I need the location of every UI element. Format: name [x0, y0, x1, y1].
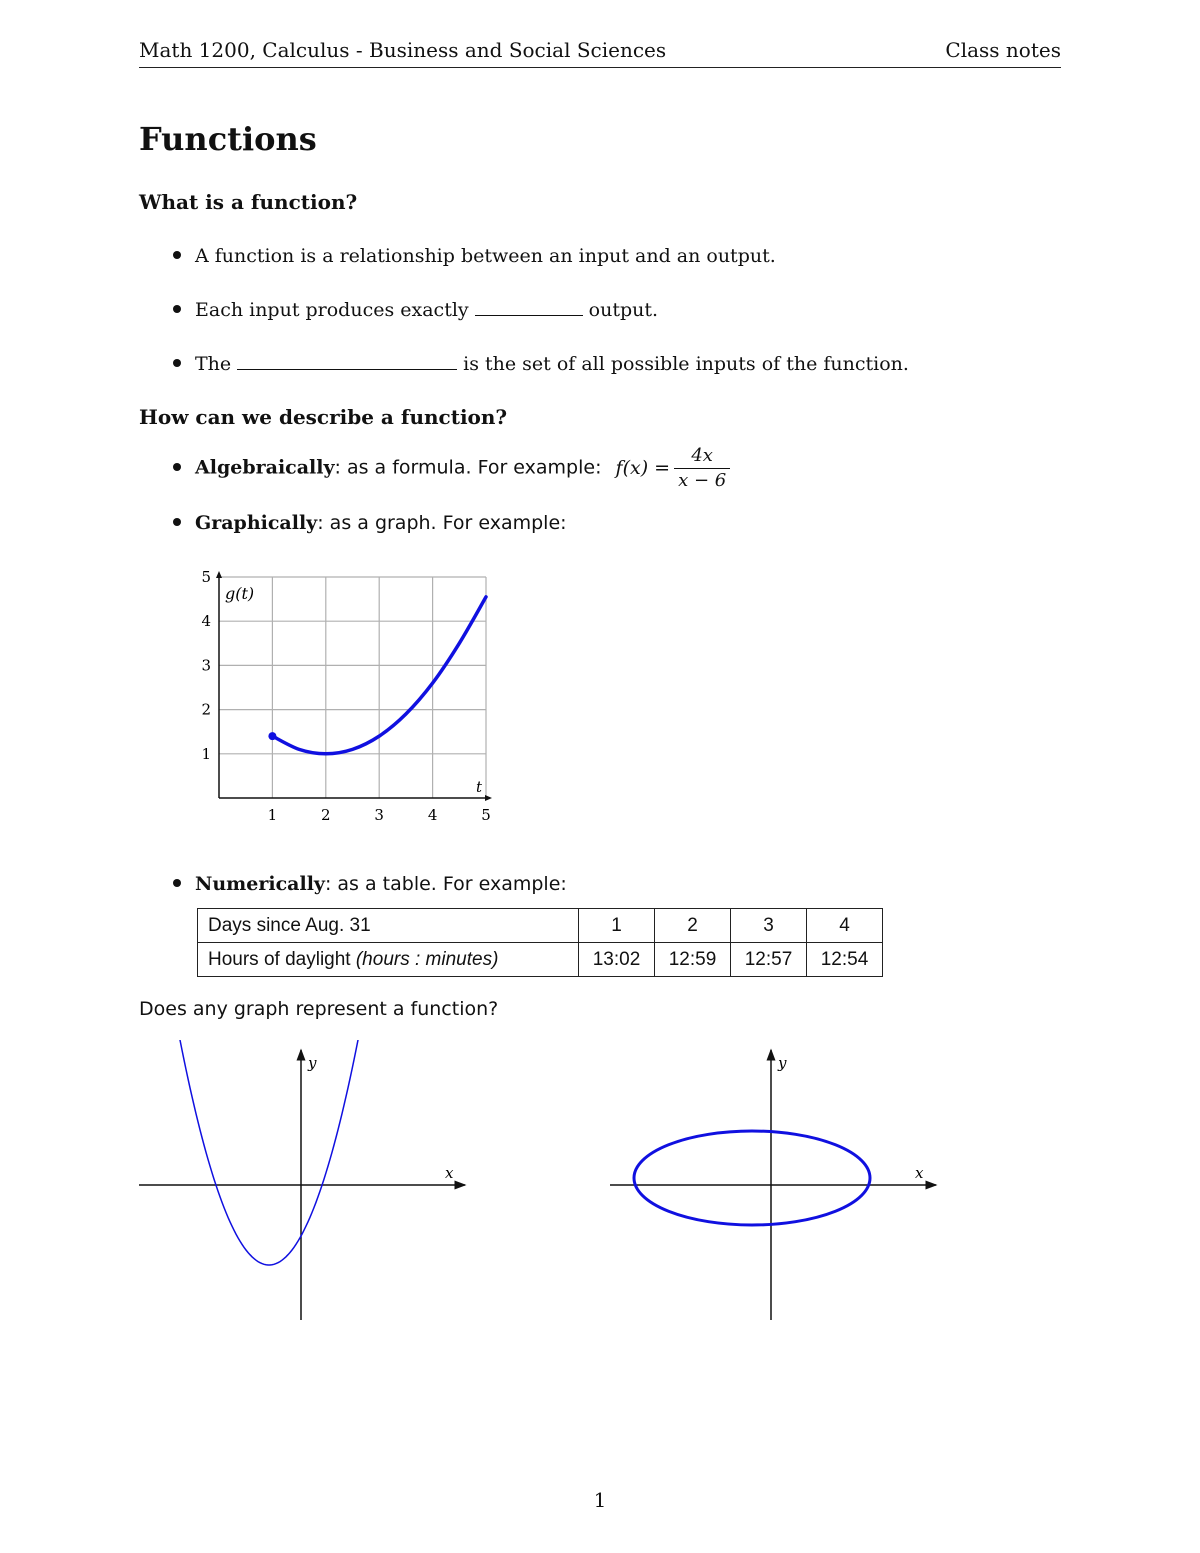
- g-of-t-start-point: [268, 732, 276, 740]
- y-tick-label: 1: [201, 744, 211, 763]
- ellipse-graph: [610, 1050, 936, 1320]
- graphically-label: Graphically: [195, 512, 318, 534]
- parabola-graph: [139, 1040, 465, 1320]
- daylight-table: [197, 908, 883, 977]
- table-cell: 2: [655, 909, 731, 943]
- x-tick-label: 5: [481, 806, 491, 824]
- table-cell: 12:57: [731, 943, 807, 977]
- parabola-y-label: y: [308, 1054, 317, 1072]
- x-tick-label: 1: [267, 806, 278, 824]
- bullet-dot: [173, 879, 181, 887]
- bullet-domain-before: The: [195, 353, 232, 375]
- table-cell: 12:59: [655, 943, 731, 977]
- page-title: Functions: [139, 120, 317, 158]
- ellipse-y-label: y: [778, 1054, 787, 1072]
- table-row: [198, 909, 883, 943]
- bullet-numerically: [173, 873, 567, 895]
- section-heading-what: What is a function?: [139, 190, 358, 214]
- row-label-days: [198, 909, 579, 943]
- row-label-daylight-units: (hours : minutes): [355, 948, 499, 970]
- y-axis-label: g(t): [225, 584, 255, 603]
- row-label-days-text: Days since Aug. 31: [208, 914, 371, 936]
- comparison-graphs: [0, 1040, 1200, 1330]
- x-axis-arrow: [485, 795, 492, 801]
- row-label-daylight: [198, 943, 579, 977]
- bullet-each-input-after: output.: [588, 299, 659, 321]
- bullet-each-input-before: Each input produces exactly: [195, 299, 469, 321]
- numerically-label: Numerically: [195, 873, 325, 895]
- y-tick-label: 2: [201, 700, 211, 719]
- algebraically-text: : as a formula. For example:: [334, 456, 602, 479]
- y-tick-label: 4: [201, 612, 211, 631]
- algebraically-label: Algebraically: [195, 456, 335, 479]
- question-text: Does any graph represent a function?: [139, 998, 499, 1020]
- ellipse-curve: [634, 1131, 870, 1225]
- page-number: 1: [593, 1488, 607, 1512]
- table-cell: 4: [807, 909, 883, 943]
- ellipse-x-label: x: [915, 1164, 924, 1182]
- parabola-x-label: x: [445, 1164, 454, 1182]
- row-label-daylight-text: Hours of daylight: [208, 948, 356, 970]
- numerically-text: : as a table. For example:: [324, 873, 567, 895]
- graphically-text: : as a graph. For example:: [317, 512, 567, 534]
- y-axis-arrow: [216, 571, 222, 578]
- table-cell: 3: [731, 909, 807, 943]
- x-tick-label: 3: [374, 806, 384, 824]
- bullet-domain-after: is the set of all possible inputs of the function.: [463, 353, 909, 375]
- header-doc-type: Class notes: [945, 38, 1061, 62]
- section-heading-how: How can we describe a function?: [139, 405, 508, 429]
- formula-lhs: f(x) =: [615, 456, 671, 479]
- y-tick-label: 5: [201, 568, 211, 586]
- table-cell: 1: [579, 909, 655, 943]
- formula-numerator: 4x: [674, 444, 730, 469]
- header-course: Math 1200, Calculus - Business and Social Sciences: [139, 38, 667, 62]
- formula-denominator: x − 6: [678, 470, 727, 491]
- bullet-definition-text: A function is a relationship between an input and an output.: [195, 245, 776, 267]
- parabola-curve: [176, 1040, 362, 1265]
- table-cell: 13:02: [579, 943, 655, 977]
- x-tick-label: 2: [321, 806, 331, 824]
- x-tick-label: 4: [427, 806, 438, 824]
- table-row: [198, 943, 883, 977]
- table-cell: 12:54: [807, 943, 883, 977]
- x-axis-label: t: [476, 778, 483, 796]
- y-tick-label: 3: [201, 656, 211, 675]
